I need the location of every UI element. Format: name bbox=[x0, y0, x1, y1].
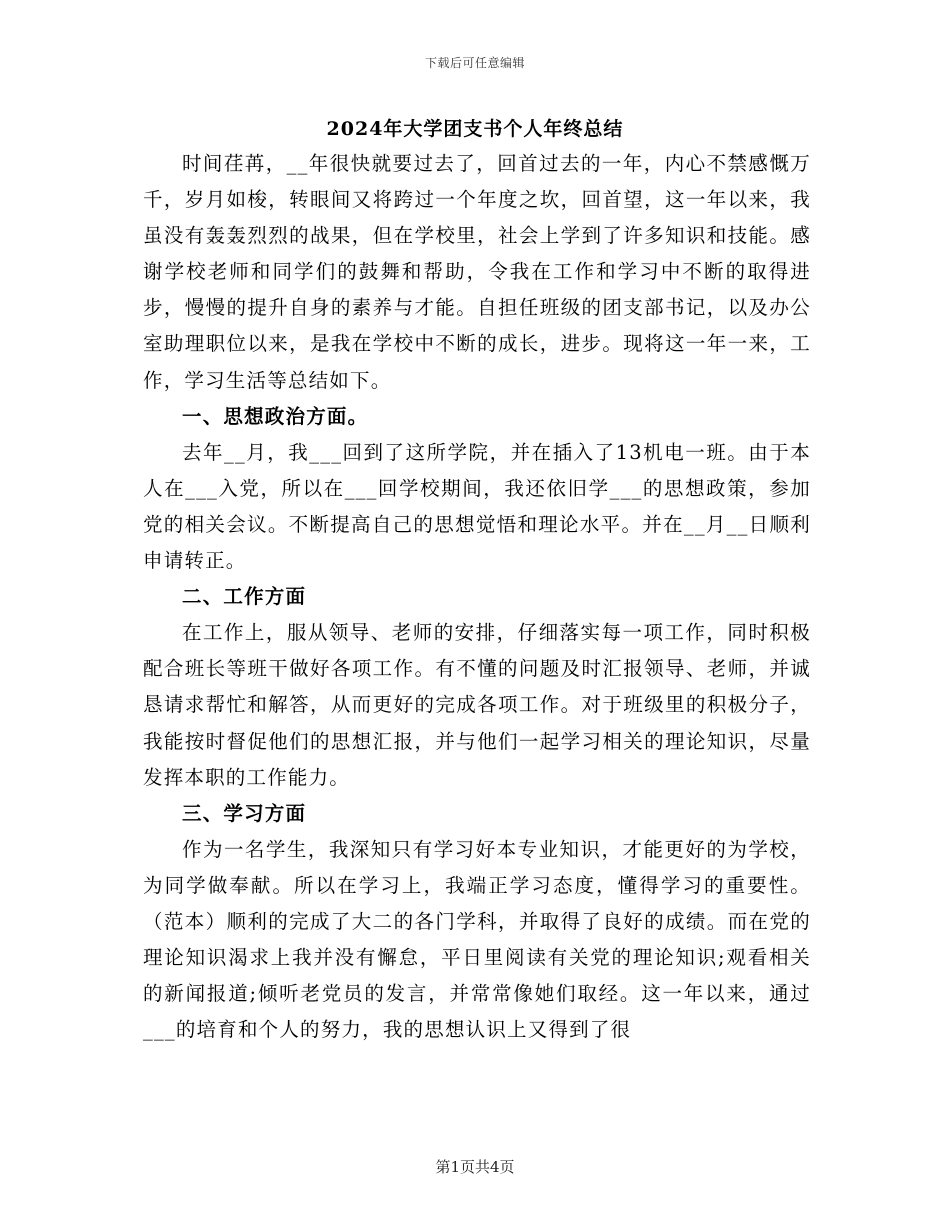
page-footer: 第1页共4页 bbox=[435, 1158, 515, 1176]
section-heading-politics: 一、思想政治方面。 bbox=[182, 404, 369, 428]
section-paragraph-study: 作为一名学生，我深知只有学习好本专业知识，才能更好的为学校，为同学做奉献。所以在学习上，我端正学习态度，懂得学习的重要性。（范本）顺利的完成了大二的各门学科，并取得了良好的成绩。而在党的理论知识渴求上我并没有懈怠，平日里阅读有关党的理论知识;观看相关的新闻报道;倾听老党员的发言，并常常像她们取经。这一年以来，通过___的培育和个人的努力，我的思想认识上又得到了很 bbox=[143, 837, 811, 1042]
intro-paragraph: 时间荏苒，__年很快就要过去了，回首过去的一年，内心不禁感慨万千，岁月如梭，转眼间又将跨过一个年度之坎，回首望，这一年以来，我虽没有轰轰烈烈的战果，但在学校里，社会上学到了许多知识和技能。感谢学校老师和同学们的鼓舞和帮助，令我在工作和学习中不断的取得进步，慢慢的提升自身的素养与才能。自担任班级的团支部书记，以及办公室助理职位以来，是我在学校中不断的成长，进步。现将这一年一来，工作，学习生活等总结如下。 bbox=[143, 152, 811, 392]
section-heading-work: 二、工作方面 bbox=[182, 585, 307, 609]
document-title: 2024年大学团支书个人年终总结 bbox=[326, 118, 624, 140]
section-paragraph-politics: 去年__月，我___回到了这所学院，并在插入了13机电一班。由于本人在___入党，所以在___回学校期间，我还依旧学___的思想政策，参加党的相关会议。不断提高自己的思想觉悟和理论水平。并在__月__日顺利申请转正。 bbox=[143, 440, 811, 573]
document-body bbox=[143, 146, 811, 1048]
header-note: 下载后可任意编辑 bbox=[424, 56, 525, 70]
section-heading-study: 三、学习方面 bbox=[182, 801, 307, 825]
section-paragraph-work: 在工作上，服从领导、老师的安排，仔细落实每一项工作，同时积极配合班长等班干做好各项工作。有不懂的问题及时汇报领导、老师，并诚恳请求帮忙和解答，从而更好的完成各项工作。对于班级里的积极分子，我能按时督促他们的思想汇报，并与他们一起学习相关的理论知识，尽量发挥本职的工作能力。 bbox=[143, 621, 811, 789]
